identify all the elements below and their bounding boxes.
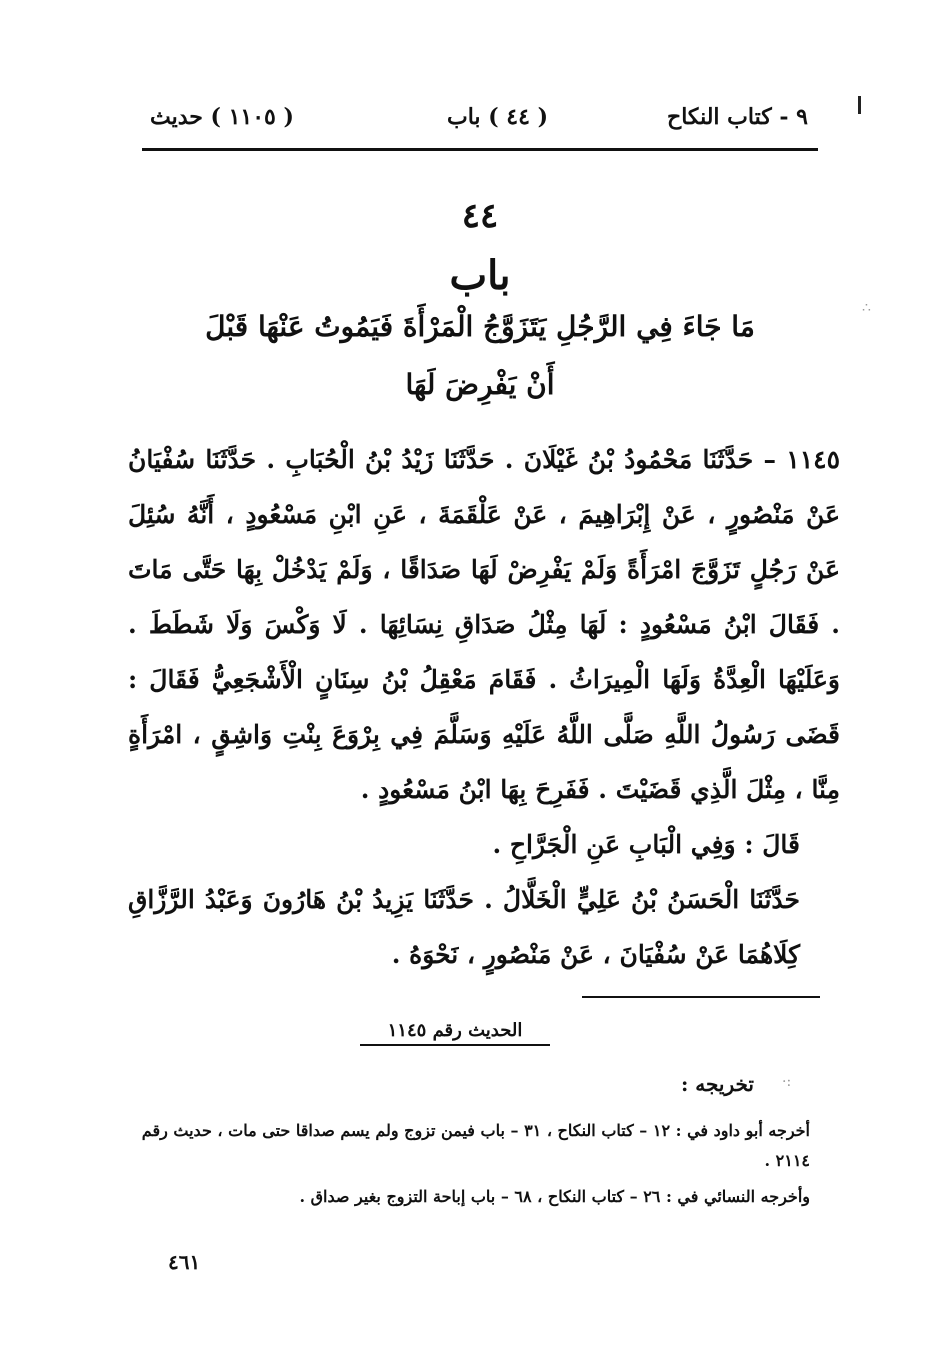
footnote-2: وأخرجه النسائي في : ٢٦ – كتاب النكاح ، ٦٨ – باب إباحة التزوج بغير صداق . [299, 1187, 810, 1206]
hadith-main-paragraph: ١١٤٥ – حَدَّثَنَا مَحْمُودُ بْنُ غَيْلَانَ . حَدَّثَنَا زَيْدُ بْنُ الْحُبَابِ . حَدَّثَنَا سُفْيَانُ عَنْ مَنْصُورٍ ، عَنْ إِبْرَاهِيمَ ، عَنْ عَلْقَمَةَ ، عَنِ ابْنِ مَسْعُودٍ ، أَنَّهُ سُئِلَ عَنْ رَجُلٍ تَزَوَّجَ امْرَأَةً وَلَمْ يَفْرِضْ لَهَا صَدَاقًا ، وَلَمْ يَدْخُلْ بِهَا حَتَّى مَاتَ . فَقَالَ ابْنُ مَسْعُودٍ : لَهَا مِثْلُ صَدَاقِ نِسَائِهَا . لَا وَكْسَ وَلَا شَطَطَ . وَعَلَيْهَا الْعِدَّةُ وَلَهَا الْمِيرَاثُ . فَقَامَ مَعْقِلُ بْنُ سِنَانٍ الْأَشْجَعِيُّ فَقَالَ : قَضَى رَسُولُ اللَّهِ صَلَّى اللَّهُ عَلَيْهِ وَسَلَّمَ فِي بِرْوَعَ بِنْتِ وَاشِقٍ ، امْرَأَةٍ مِنَّا ، مِثْلَ الَّذِي قَضَيْتَ . فَفَرِحَ بِهَا ابْنُ مَسْعُودٍ . [128, 445, 840, 804]
hadith-chain-paragraph: حَدَّثَنَا الْحَسَنُ بْنُ عَلِيٍّ الْخَلَّالُ . حَدَّثَنَا يَزِيدُ بْنُ هَارُونَ وَعَبْدُ الرَّزَّاقِ كِلَاهُمَا عَنْ سُفْيَانَ ، عَنْ مَنْصُورٍ ، نَحْوَهُ . [128, 885, 800, 969]
takhrij-label: تخريجه : [680, 1072, 754, 1096]
scan-edge-mark [858, 96, 861, 114]
chapter-label: باب [449, 252, 511, 299]
footnotes [126, 1116, 810, 1218]
header-book-title: ٩ - كتاب النكاح [667, 104, 808, 130]
hadith-body [128, 432, 840, 982]
chapter-title-line-1: مَا جَاءَ فِي الرَّجُلِ يَتَزَوَّجُ الْمَرْأَةَ فَيَمُوتُ عَنْهَا قَبْلَ [205, 310, 755, 343]
header-divider [142, 148, 818, 151]
header-bab-number: ( ٤٤ ) باب [447, 104, 548, 130]
page-number: ٤٦١ [168, 1250, 201, 1274]
footnote-1: أخرجه أبو داود في : ١٢ – كتاب النكاح ، ٣١ – باب فيمن تزوج ولم يسم صداقا حتى مات ، حديث رقم ٢١١٤ . [141, 1121, 810, 1170]
footnote-divider [582, 996, 820, 998]
chapter-title-line-2: أَنْ يَفْرِضَ لَهَا [405, 368, 555, 401]
running-header [142, 96, 818, 140]
chapter-number: ٤٤ [461, 196, 499, 236]
scan-speck: ∴ [862, 300, 871, 316]
scan-speck: ·: [782, 1074, 792, 1090]
hadith-note-paragraph: قَالَ : وَفِي الْبَابِ عَنِ الْجَرَّاحِ . [492, 830, 800, 859]
header-hadith-number: ( ١١٠٥ ) حديث [150, 104, 294, 130]
footnote-heading: الحديث رقم ١١٤٥ [360, 1020, 550, 1046]
